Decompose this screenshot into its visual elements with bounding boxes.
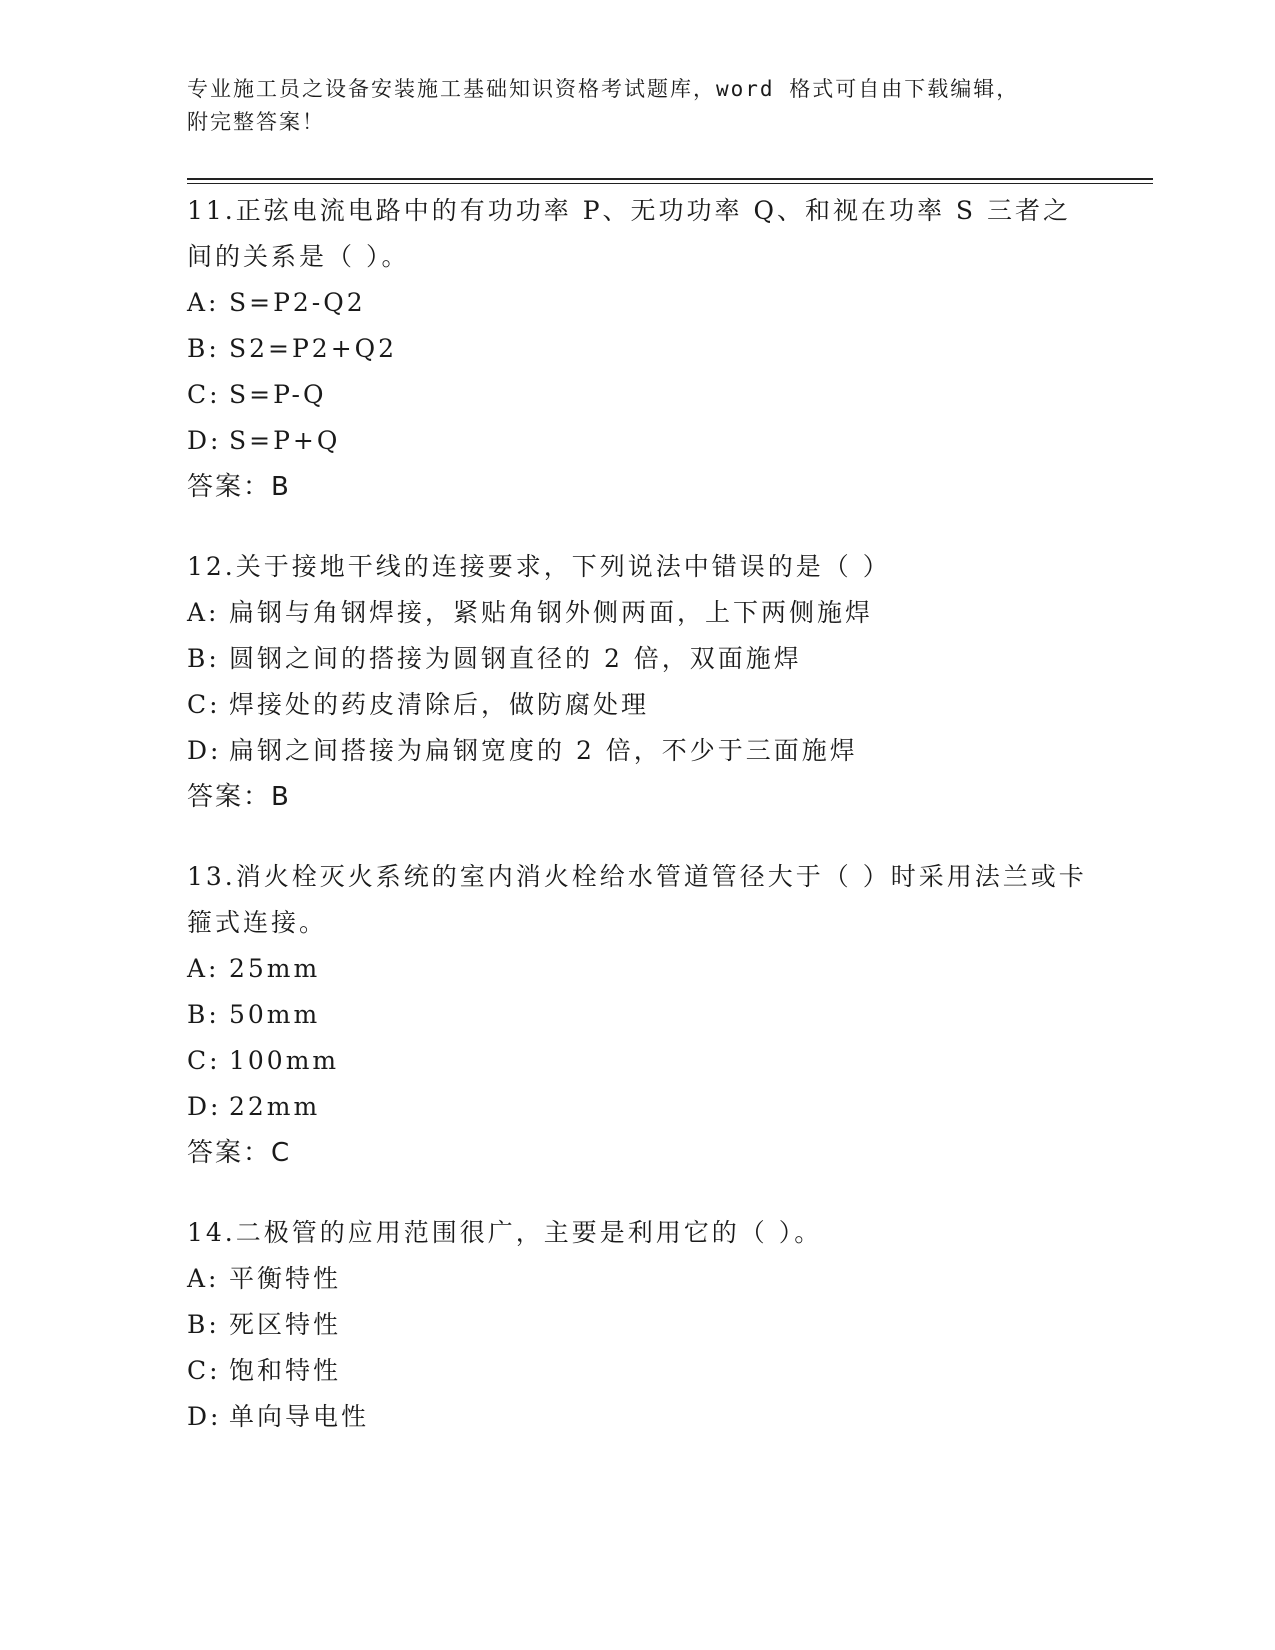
question-11 [187,188,1087,510]
option-letter: C: [187,690,221,719]
question-stem: 13.消火栓灭火系统的室内消火栓给水管道管径大于（ ）时采用法兰或卡箍式连接。 [187,862,1087,937]
option-text: 平衡特性 [229,1264,342,1293]
option-d [187,1394,1087,1440]
option-text: 饱和特性 [229,1356,342,1385]
question-stem: 11.正弦电流电路中的有功功率 P、无功功率 Q、和视在功率 S 三者之间的关系是（ ）。 [187,196,1071,271]
option-text: S2=P2+Q2 [229,334,398,363]
option-letter: B: [187,1000,220,1029]
option-text: 22mm [229,1092,321,1121]
answer-line: 答案：B [187,782,291,812]
answer-line: 答案：C [187,1138,292,1168]
option-text: 扁钢之间搭接为扁钢宽度的 2 倍，不少于三面施焊 [229,736,858,765]
option-letter: A: [187,1264,220,1293]
option-letter: C: [187,380,221,409]
option-c [187,372,1087,418]
option-text: 100mm [229,1046,340,1075]
option-text: 焊接处的药皮清除后，做防腐处理 [229,690,650,719]
question-13 [187,854,1087,1176]
option-letter: B: [187,1310,220,1339]
question-stem: 12.关于接地干线的连接要求，下列说法中错误的是（ ） [187,552,891,581]
option-text: 圆钢之间的搭接为圆钢直径的 2 倍，双面施焊 [229,644,802,673]
option-letter: D: [187,426,222,455]
option-letter: C: [187,1046,221,1075]
question-14 [187,1210,1087,1440]
option-d [187,418,1087,464]
option-text: 死区特性 [229,1310,342,1339]
option-d [187,728,1087,774]
option-text: 25mm [229,954,321,983]
option-letter: B: [187,334,220,363]
option-c [187,1038,1087,1084]
option-a [187,1256,1087,1302]
option-d [187,1084,1087,1130]
option-b [187,992,1087,1038]
option-letter: D: [187,1092,222,1121]
option-text: 50mm [229,1000,321,1029]
question-stem: 14.二极管的应用范围很广，主要是利用它的（ ）。 [187,1218,823,1247]
option-b [187,326,1087,372]
option-b [187,636,1087,682]
option-letter: A: [187,954,220,983]
option-a [187,590,1087,636]
option-letter: D: [187,1402,222,1431]
option-text: 扁钢与角钢焊接，紧贴角钢外侧两面，上下两侧施焊 [229,598,874,627]
option-c [187,682,1087,728]
question-12 [187,544,1087,820]
option-letter: B: [187,644,220,673]
option-letter: A: [187,598,220,627]
option-letter: C: [187,1356,221,1385]
option-c [187,1348,1087,1394]
option-text: S=P+Q [229,426,341,455]
header-divider [187,178,1153,185]
option-text: 单向导电性 [229,1402,370,1431]
option-letter: A: [187,288,220,317]
header-line-1: 专业施工员之设备安装施工基础知识资格考试题库，word 格式可自由下载编辑， [187,77,1020,101]
answer-line: 答案：B [187,472,291,502]
option-a [187,280,1087,326]
document-header [187,73,1087,139]
option-letter: D: [187,736,222,765]
question-list [187,188,1087,1474]
header-line-2: 附完整答案！ [187,110,325,134]
option-text: S=P2-Q2 [229,288,366,317]
option-text: S=P-Q [229,380,327,409]
option-a [187,946,1087,992]
option-b [187,1302,1087,1348]
